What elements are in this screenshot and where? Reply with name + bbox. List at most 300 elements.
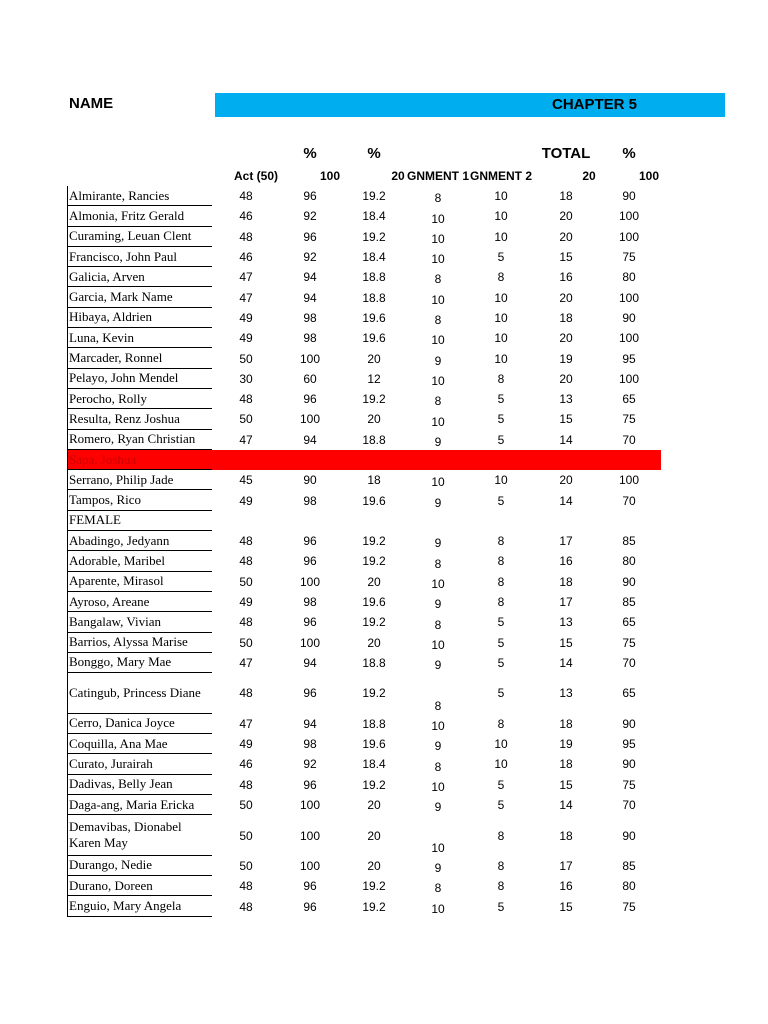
cell-total-percent: 90 [622, 310, 636, 325]
cell-total-percent: 100 [618, 209, 640, 224]
cell-total: 18 [559, 828, 573, 843]
cell-assignment-2: 10 [494, 290, 508, 305]
table-row [0, 612, 768, 632]
cell-total: 20 [559, 371, 573, 386]
student-name: Ayroso, Areane [67, 592, 212, 612]
cell-assignment-2: 5 [497, 798, 505, 813]
cell-total-percent: 80 [622, 270, 636, 285]
table-row [0, 775, 768, 795]
table-row [0, 287, 768, 307]
cell-assignment-2: 5 [497, 635, 505, 650]
cell-act: 30 [239, 371, 253, 386]
cell-total-percent: 90 [622, 189, 636, 204]
cell-act: 47 [239, 270, 253, 285]
cell-percent: 98 [303, 737, 317, 752]
header-percent-2: % [367, 145, 381, 162]
cell-assignment-1: 9 [434, 434, 442, 449]
cell-total: 13 [559, 392, 573, 407]
cell-total-percent: 70 [622, 798, 636, 813]
cell-act: 49 [239, 737, 253, 752]
col-weight-20: 20 [391, 169, 405, 183]
table-row [0, 186, 768, 206]
cell-total-percent: 75 [622, 635, 636, 650]
cell-total-percent: 95 [622, 351, 636, 366]
cell-total-percent: 65 [622, 392, 636, 407]
cell-total: 15 [559, 635, 573, 650]
table-row [0, 531, 768, 551]
col-assignment-2: GNMENT 2 [469, 169, 533, 183]
student-name: Abadingo, Jedyann [67, 531, 212, 551]
cell-total: 14 [559, 798, 573, 813]
cell-weighted: 20 [367, 798, 381, 813]
cell-assignment-1: 8 [434, 394, 442, 409]
cell-act: 48 [239, 899, 253, 914]
table-row [0, 348, 768, 368]
cell-assignment-2: 10 [494, 757, 508, 772]
cell-total: 16 [559, 270, 573, 285]
cell-percent: 94 [303, 432, 317, 447]
student-name: Cerro, Danica Joyce [67, 714, 212, 734]
student-name: Marcader, Ronnel [67, 348, 212, 368]
cell-weighted: 20 [367, 858, 381, 873]
cell-total: 17 [559, 534, 573, 549]
cell-act: 48 [239, 392, 253, 407]
cell-assignment-1: 8 [434, 881, 442, 896]
student-name: Serrano, Philip Jade [67, 470, 212, 490]
table-row [0, 409, 768, 429]
student-name: Adorable, Maribel [67, 551, 212, 571]
cell-total-percent: 70 [622, 493, 636, 508]
student-name: Dadivas, Belly Jean [67, 775, 212, 795]
cell-act: 47 [239, 655, 253, 670]
cell-percent: 90 [303, 473, 317, 488]
cell-assignment-2: 8 [497, 879, 505, 894]
cell-weighted: 18.8 [362, 432, 386, 447]
cell-assignment-2: 5 [497, 777, 505, 792]
student-name: Demavibas, Dionabel Karen May [67, 815, 212, 856]
cell-total: 14 [559, 432, 573, 447]
cell-percent: 100 [299, 574, 321, 589]
cell-act: 47 [239, 432, 253, 447]
cell-percent: 100 [299, 635, 321, 650]
cell-weighted: 19.2 [362, 615, 386, 630]
cell-assignment-2: 5 [497, 392, 505, 407]
student-name: Coquilla, Ana Mae [67, 734, 212, 754]
cell-percent: 100 [299, 798, 321, 813]
cell-act: 50 [239, 351, 253, 366]
cell-assignment-2: 5 [497, 615, 505, 630]
cell-assignment-1: 10 [431, 779, 445, 794]
student-name: Barrios, Alyssa Marise [67, 633, 212, 653]
cell-assignment-1: 9 [434, 800, 442, 815]
cell-weighted: 19.2 [362, 554, 386, 569]
table-row [0, 592, 768, 612]
student-name: Sapa, Joshua [67, 450, 212, 470]
cell-act: 50 [239, 412, 253, 427]
cell-percent: 92 [303, 250, 317, 265]
student-name: Curato, Jurairah [67, 754, 212, 774]
cell-total: 15 [559, 412, 573, 427]
cell-total: 13 [559, 615, 573, 630]
cell-assignment-1: 8 [434, 556, 442, 571]
student-table [0, 186, 768, 917]
cell-weighted: 19.2 [362, 534, 386, 549]
cell-act: 47 [239, 290, 253, 305]
cell-assignment-1: 10 [431, 373, 445, 388]
row-highlight [212, 450, 661, 470]
cell-act: 46 [239, 209, 253, 224]
cell-assignment-1: 8 [434, 191, 442, 206]
table-row [0, 206, 768, 226]
table-row [0, 490, 768, 510]
cell-act: 47 [239, 716, 253, 731]
student-name: Tampos, Rico [67, 490, 212, 510]
cell-total-percent: 70 [622, 432, 636, 447]
student-name: Almonia, Fritz Gerald [67, 206, 212, 226]
cell-act: 45 [239, 473, 253, 488]
cell-total-percent: 85 [622, 534, 636, 549]
cell-total-percent: 90 [622, 757, 636, 772]
cell-weighted: 19.6 [362, 595, 386, 610]
table-row [0, 754, 768, 774]
cell-assignment-2: 5 [497, 493, 505, 508]
cell-act: 49 [239, 493, 253, 508]
cell-percent: 94 [303, 270, 317, 285]
cell-total-percent: 80 [622, 554, 636, 569]
student-name: Almirante, Rancies [67, 186, 212, 206]
cell-weighted: 18.4 [362, 757, 386, 772]
cell-act: 50 [239, 574, 253, 589]
cell-weighted: 19.2 [362, 879, 386, 894]
cell-total: 18 [559, 716, 573, 731]
cell-assignment-2: 5 [497, 250, 505, 265]
cell-assignment-1: 9 [434, 658, 442, 673]
cell-total: 16 [559, 554, 573, 569]
cell-total-percent: 100 [618, 229, 640, 244]
cell-assignment-1: 8 [434, 272, 442, 287]
table-row [0, 551, 768, 571]
cell-weighted: 18.4 [362, 250, 386, 265]
cell-total-percent: 75 [622, 899, 636, 914]
student-name: Bonggo, Mary Mae [67, 653, 212, 673]
cell-assignment-1: 10 [431, 576, 445, 591]
cell-assignment-2: 10 [494, 310, 508, 325]
cell-total-percent: 95 [622, 737, 636, 752]
cell-weighted: 19.2 [362, 392, 386, 407]
cell-total: 15 [559, 250, 573, 265]
cell-total: 13 [559, 686, 573, 701]
cell-percent: 96 [303, 229, 317, 244]
cell-percent: 96 [303, 392, 317, 407]
student-name: Curaming, Leuan Clent [67, 227, 212, 247]
cell-total: 15 [559, 777, 573, 792]
cell-total-percent: 75 [622, 777, 636, 792]
cell-weighted: 18.4 [362, 209, 386, 224]
student-name: Pelayo, John Mendel [67, 369, 212, 389]
cell-total-percent: 65 [622, 686, 636, 701]
cell-assignment-2: 8 [497, 534, 505, 549]
cell-total-percent: 90 [622, 828, 636, 843]
cell-total: 20 [559, 331, 573, 346]
col-act: Act (50) [233, 169, 279, 183]
cell-percent: 100 [299, 351, 321, 366]
cell-assignment-1: 9 [434, 495, 442, 510]
cell-assignment-1: 10 [431, 292, 445, 307]
student-name: Catingub, Princess Diane [67, 673, 212, 714]
cell-weighted: 19.2 [362, 777, 386, 792]
cell-weighted: 19.6 [362, 737, 386, 752]
cell-assignment-2: 8 [497, 554, 505, 569]
cell-percent: 96 [303, 534, 317, 549]
table-row [0, 369, 768, 389]
cell-act: 48 [239, 615, 253, 630]
cell-assignment-2: 8 [497, 371, 505, 386]
cell-total: 14 [559, 493, 573, 508]
cell-assignment-2: 5 [497, 686, 505, 701]
cell-assignment-1: 10 [431, 414, 445, 429]
cell-assignment-1: 8 [434, 617, 442, 632]
cell-act: 46 [239, 250, 253, 265]
cell-total-percent: 75 [622, 412, 636, 427]
cell-total: 17 [559, 858, 573, 873]
cell-assignment-1: 10 [431, 901, 445, 916]
cell-percent: 98 [303, 310, 317, 325]
cell-total-percent: 85 [622, 858, 636, 873]
table-row [0, 633, 768, 653]
student-name: Bangalaw, Vivian [67, 612, 212, 632]
table-row [0, 572, 768, 592]
cell-weighted: 18.8 [362, 655, 386, 670]
col-assignment-1: GNMENT 1 [406, 169, 470, 183]
cell-assignment-1: 10 [431, 333, 445, 348]
cell-total-percent: 90 [622, 574, 636, 589]
chapter-title: CHAPTER 5 [551, 96, 637, 113]
cell-percent: 94 [303, 716, 317, 731]
student-name: Resulta, Renz Joshua [67, 409, 212, 429]
cell-assignment-1: 10 [431, 231, 445, 246]
cell-percent: 94 [303, 290, 317, 305]
cell-assignment-1: 8 [434, 313, 442, 328]
cell-act: 49 [239, 331, 253, 346]
cell-assignment-2: 10 [494, 473, 508, 488]
cell-percent: 96 [303, 615, 317, 630]
cell-assignment-2: 8 [497, 716, 505, 731]
cell-total: 18 [559, 574, 573, 589]
cell-weighted: 12 [367, 371, 381, 386]
cell-total: 20 [559, 229, 573, 244]
table-row [0, 450, 768, 470]
cell-percent: 92 [303, 757, 317, 772]
cell-act: 50 [239, 858, 253, 873]
cell-total-percent: 85 [622, 595, 636, 610]
student-name: FEMALE [67, 511, 212, 531]
table-row [0, 896, 768, 916]
student-name: Enguio, Mary Angela [67, 896, 212, 916]
cell-weighted: 19.6 [362, 493, 386, 508]
cell-total-percent: 100 [618, 473, 640, 488]
cell-weighted: 20 [367, 828, 381, 843]
cell-total-percent: 100 [618, 290, 640, 305]
cell-percent: 96 [303, 189, 317, 204]
cell-assignment-2: 5 [497, 412, 505, 427]
cell-assignment-1: 10 [431, 840, 445, 855]
cell-total-percent: 65 [622, 615, 636, 630]
cell-assignment-2: 8 [497, 595, 505, 610]
student-name: Daga-ang, Maria Ericka [67, 795, 212, 815]
cell-percent: 96 [303, 686, 317, 701]
cell-total-percent: 100 [618, 331, 640, 346]
table-row [0, 795, 768, 815]
cell-percent: 92 [303, 209, 317, 224]
cell-percent: 98 [303, 493, 317, 508]
table-row [0, 389, 768, 409]
table-row [0, 247, 768, 267]
cell-assignment-1: 10 [431, 252, 445, 267]
cell-percent: 96 [303, 554, 317, 569]
cell-percent: 100 [299, 858, 321, 873]
cell-act: 50 [239, 828, 253, 843]
header-percent-3: % [622, 145, 636, 162]
table-row [0, 430, 768, 450]
cell-total-percent: 80 [622, 879, 636, 894]
student-name: Hibaya, Aldrien [67, 308, 212, 328]
col-percent-100: 100 [319, 169, 341, 183]
table-row [0, 328, 768, 348]
col-total-20: 20 [582, 169, 596, 183]
student-name: Francisco, John Paul [67, 247, 212, 267]
cell-assignment-1: 10 [431, 637, 445, 652]
cell-weighted: 18.8 [362, 716, 386, 731]
cell-percent: 100 [299, 412, 321, 427]
cell-act: 48 [239, 534, 253, 549]
cell-act: 50 [239, 635, 253, 650]
cell-weighted: 19.2 [362, 686, 386, 701]
cell-weighted: 20 [367, 635, 381, 650]
student-name: Romero, Ryan Christian [67, 430, 212, 450]
cell-percent: 98 [303, 331, 317, 346]
cell-act: 48 [239, 554, 253, 569]
table-row [0, 227, 768, 247]
student-name: Aparente, Mirasol [67, 572, 212, 592]
cell-act: 48 [239, 777, 253, 792]
cell-weighted: 20 [367, 412, 381, 427]
cell-total: 18 [559, 189, 573, 204]
student-name: Garcia, Mark Name [67, 287, 212, 307]
cell-total: 19 [559, 737, 573, 752]
table-row [0, 734, 768, 754]
cell-weighted: 19.2 [362, 899, 386, 914]
cell-total-percent: 75 [622, 250, 636, 265]
cell-weighted: 20 [367, 351, 381, 366]
cell-total-percent: 90 [622, 716, 636, 731]
cell-assignment-2: 10 [494, 351, 508, 366]
table-row [0, 267, 768, 287]
table-row [0, 856, 768, 876]
chapter-bar [215, 93, 725, 117]
table-row [0, 714, 768, 734]
cell-assignment-1: 8 [434, 698, 442, 713]
cell-act: 46 [239, 757, 253, 772]
cell-assignment-2: 8 [497, 858, 505, 873]
cell-total: 16 [559, 879, 573, 894]
cell-assignment-2: 10 [494, 189, 508, 204]
cell-assignment-2: 8 [497, 270, 505, 285]
cell-assignment-1: 10 [431, 475, 445, 490]
cell-assignment-1: 9 [434, 597, 442, 612]
cell-weighted: 20 [367, 574, 381, 589]
cell-weighted: 18.8 [362, 290, 386, 305]
cell-assignment-2: 8 [497, 828, 505, 843]
name-header: NAME [69, 95, 114, 112]
table-row [0, 511, 768, 531]
cell-assignment-2: 5 [497, 655, 505, 670]
cell-weighted: 18 [367, 473, 381, 488]
cell-act: 48 [239, 686, 253, 701]
table-row [0, 815, 768, 856]
cell-percent: 100 [299, 828, 321, 843]
cell-total: 20 [559, 290, 573, 305]
cell-act: 49 [239, 595, 253, 610]
cell-assignment-2: 10 [494, 737, 508, 752]
table-row [0, 308, 768, 328]
cell-percent: 60 [303, 371, 317, 386]
cell-assignment-1: 9 [434, 739, 442, 754]
cell-act: 50 [239, 798, 253, 813]
cell-assignment-1: 10 [431, 211, 445, 226]
cell-assignment-1: 9 [434, 536, 442, 551]
cell-assignment-1: 9 [434, 861, 442, 876]
cell-total-percent: 100 [618, 371, 640, 386]
cell-percent: 98 [303, 595, 317, 610]
col-percent-total: 100 [638, 169, 660, 183]
cell-act: 48 [239, 879, 253, 894]
student-name: Luna, Kevin [67, 328, 212, 348]
cell-weighted: 19.2 [362, 229, 386, 244]
student-name: Perocho, Rolly [67, 389, 212, 409]
cell-total: 15 [559, 899, 573, 914]
cell-total: 18 [559, 310, 573, 325]
cell-assignment-1: 9 [434, 353, 442, 368]
cell-assignment-1: 8 [434, 759, 442, 774]
cell-weighted: 19.6 [362, 310, 386, 325]
cell-total: 14 [559, 655, 573, 670]
cell-total: 20 [559, 209, 573, 224]
cell-assignment-2: 10 [494, 331, 508, 346]
cell-assignment-2: 5 [497, 432, 505, 447]
cell-total: 18 [559, 757, 573, 772]
cell-weighted: 18.8 [362, 270, 386, 285]
cell-percent: 94 [303, 655, 317, 670]
cell-percent: 96 [303, 879, 317, 894]
cell-percent: 96 [303, 899, 317, 914]
cell-assignment-2: 5 [497, 899, 505, 914]
cell-total: 17 [559, 595, 573, 610]
student-name: Galicia, Arven [67, 267, 212, 287]
cell-total: 19 [559, 351, 573, 366]
cell-act: 48 [239, 189, 253, 204]
table-row [0, 876, 768, 896]
cell-assignment-1: 10 [431, 719, 445, 734]
table-row [0, 470, 768, 490]
cell-act: 49 [239, 310, 253, 325]
header-total: TOTAL [541, 145, 591, 162]
table-row [0, 653, 768, 673]
cell-total: 20 [559, 473, 573, 488]
cell-act: 48 [239, 229, 253, 244]
cell-percent: 96 [303, 777, 317, 792]
cell-assignment-2: 10 [494, 209, 508, 224]
header-percent-1: % [303, 145, 317, 162]
